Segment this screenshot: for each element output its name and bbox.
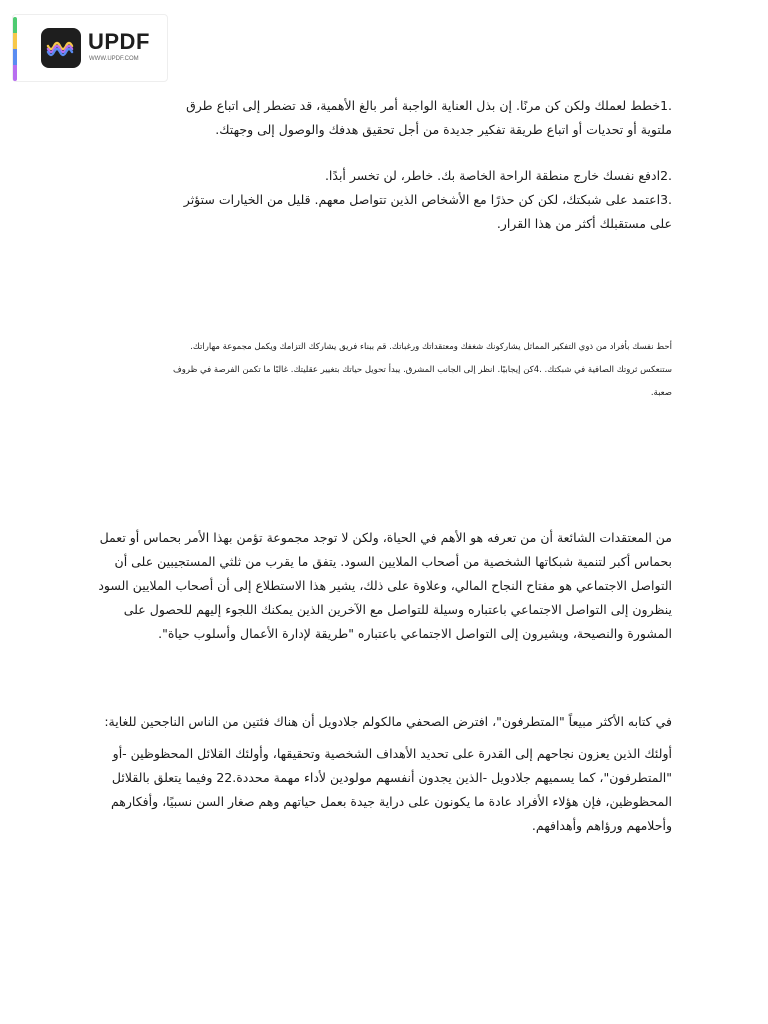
point-2-paragraph: .2ادفع نفسك خارج منطقة الراحة الخاصة بك. خاطر، لن تخسر أبدًا. <box>324 168 672 183</box>
networking-survey-paragraph: من المعتقدات الشائعة أن من تعرفه هو الأهم في الحياة، ولكن لا توجد مجموعة تؤمن بهذا الأمر بحماس أو تعمل بحماس أكبر لتنمية شبكاتها الشخصية من أصحاب الملايين السود. يتفق ما يقرب من ثلثي المستجيبين على أن التواصل الاجتماعي هو مفتاح النجاح المالي، وعلاوة على ذلك، يشير هذا الاستطلاع إلى أن أصحاب الملايين السود ينظرون إلى التواصل الاجتماعي باعتباره وسيلة للتواصل مع الآخرين الذين يمكنك اللجوء إليهم للحصول على المشورة والنصيحة، ويشيرون إلى التواصل الاجتماعي باعتباره "طريقة لإدارة الأعمال وأسلوب حياة". <box>98 530 672 641</box>
outliers-intro-paragraph: في كتابه الأكثر مبيعاً "المتطرفون"، افترض الصحفي مالكولم جلادويل أن هناك فئتين من الناس الناجحين للغاية: <box>104 714 672 729</box>
point-3-paragraph: .3اعتمد على شبكتك، لكن كن حذرًا مع الأشخاص الذين تتواصل معهم. قليل من الخيارات ستؤثر على مستقبلك أكثر من هذا القرار. <box>183 192 672 231</box>
section-3 <box>96 526 672 646</box>
logo-wordmark: UPDF <box>88 29 150 54</box>
updf-app-icon <box>41 28 81 68</box>
point-1-paragraph: .1خطط لعملك ولكن كن مرنًا. إن بذل العناية الواجبة أمر بالغ الأهمية، قد تضطر إلى اتباع طرق ملتوية أو تحديات أو اتباع طريقة تفكير جديدة من أجل تحقيق هدفك والوصول إلى وجهتك. <box>186 98 672 137</box>
network-paragraph: أحط نفسك بأفراد من ذوي التفكير المماثل يشاركونك شغفك ومعتقداتك ورغباتك. قم ببناء فريق يشاركك التزامك ويكمل مجموعة مهاراتك. ستنعكس ثروتك الصافية في شبكتك. .4كن إيجابيًا. انظر إلى الجانب المشرق. يبدأ تحويل حياتك بتغيير عقليتك. غالبًا ما تكمن الفرصة في ظروف صعبة. <box>172 342 672 398</box>
updf-logo <box>12 14 168 82</box>
section-1 <box>170 94 672 236</box>
section-4 <box>90 710 672 838</box>
outliers-detail-paragraph: أولئك الذين يعزون نجاحهم إلى القدرة على تحديد الأهداف الشخصية وتحقيقها، وأولئك القلائل المحظوظين -أو "المتطرفون"، كما يسميهم جلادويل -الذين يجدون أنفسهم مولودين لأداء مهمة محددة.22 وفيما يتعلق بالقلائل المحظوظين، فإن هؤلاء الأفراد عادة ما يكونون على دراية جيدة بعمل حياتهم وهم صغار السن نسبيًا، وأفكارهم وأحلامهم ورؤاهم وأهدافهم. <box>110 746 672 833</box>
section-2 <box>156 336 672 405</box>
logo-color-stripe <box>13 17 17 81</box>
logo-url: WWW.UPDF.COM <box>89 56 139 62</box>
